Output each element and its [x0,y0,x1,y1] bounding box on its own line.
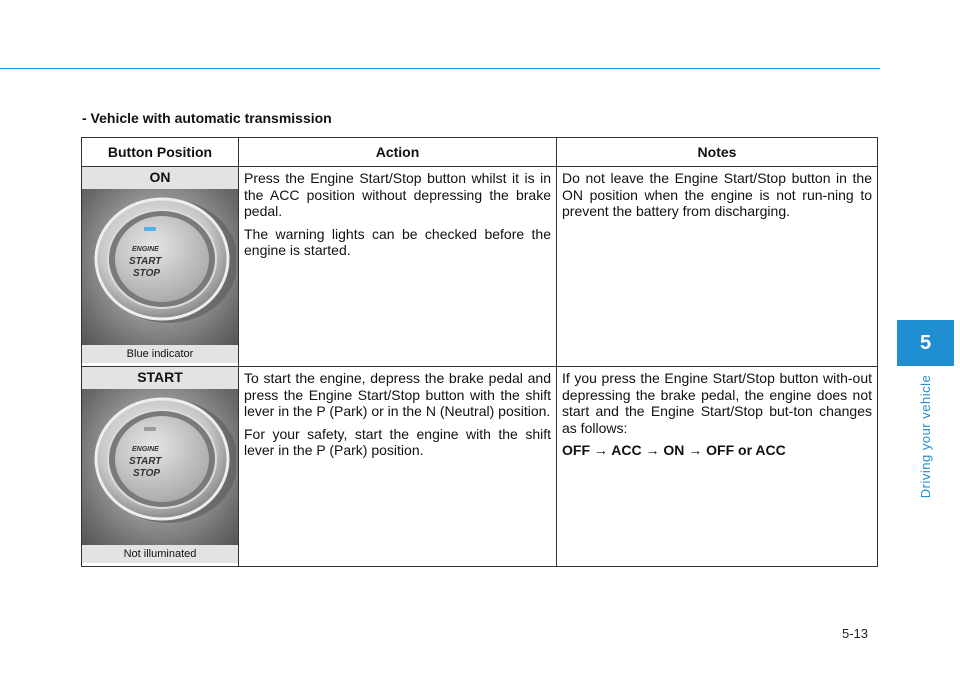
action-cell [239,167,557,367]
page-number: 5-13 [842,626,869,641]
engine-start-button-image [82,389,238,545]
position-label: START [82,367,238,389]
action-text: The warning lights can be checked before the engine is started. [244,225,551,258]
button-text-engine: ENGINE [132,246,159,253]
header-notes: Notes [557,138,878,167]
table-row [82,367,878,567]
photo-caption: Not illuminated [82,545,238,563]
button-text-start: START [129,456,162,467]
indicator-light-off [144,427,156,431]
arrow-right-icon: → [645,442,660,458]
state-sequence [562,442,872,459]
button-text-start: START [129,256,162,267]
engine-button-icon [82,389,236,545]
engine-button-icon [82,189,236,345]
notes-text: If you press the Engine Start/Stop button with-out depressing the brake pedal, the engine does not start and the Engine Start/Stop but-ton changes as follows: [562,370,872,436]
button-text-stop: STOP [133,468,161,479]
header-button-position: Button Position [82,138,239,167]
table-row [82,167,878,367]
button-position-table [81,137,878,567]
engine-start-button-image [82,189,238,345]
action-cell [239,367,557,567]
button-text-stop: STOP [133,268,161,279]
table-header-row [82,138,878,167]
photo-caption: Blue indicator [82,345,238,363]
position-label: ON [82,167,238,189]
position-cell-start [82,367,239,567]
state-off-or-acc: OFF or ACC [706,442,786,458]
notes-cell [557,167,878,367]
top-rule [0,68,880,69]
chapter-title [897,372,954,500]
state-acc: ACC [611,442,642,458]
notes-text: Do not leave the Engine Start/Stop button in the ON position when the engine is not run-ning to prevent the battery from discharging. [562,170,872,219]
action-text: For your safety, start the engine with the shift lever in the P (Park) position. [244,425,551,458]
state-on: ON [663,442,685,458]
section-heading: - Vehicle with automatic transmission [82,110,332,126]
button-text-engine: ENGINE [132,446,159,453]
notes-cell [557,367,878,567]
header-action: Action [239,138,557,167]
arrow-right-icon: → [593,442,608,458]
action-text: Press the Engine Start/Stop button whilst it is in the ACC position without depressing the brake pedal. [244,170,551,219]
action-text: To start the engine, depress the brake pedal and press the Engine Start/Stop button with the shift lever in the P (Park) or in the N (Neutral) position. [244,370,551,419]
arrow-right-icon: → [688,442,703,458]
chapter-number-tab: 5 [897,320,954,366]
state-off: OFF [562,442,590,458]
blue-indicator-light [144,227,156,231]
chapter-title-text: Driving your vehicle [918,374,933,498]
position-cell-on [82,167,239,367]
